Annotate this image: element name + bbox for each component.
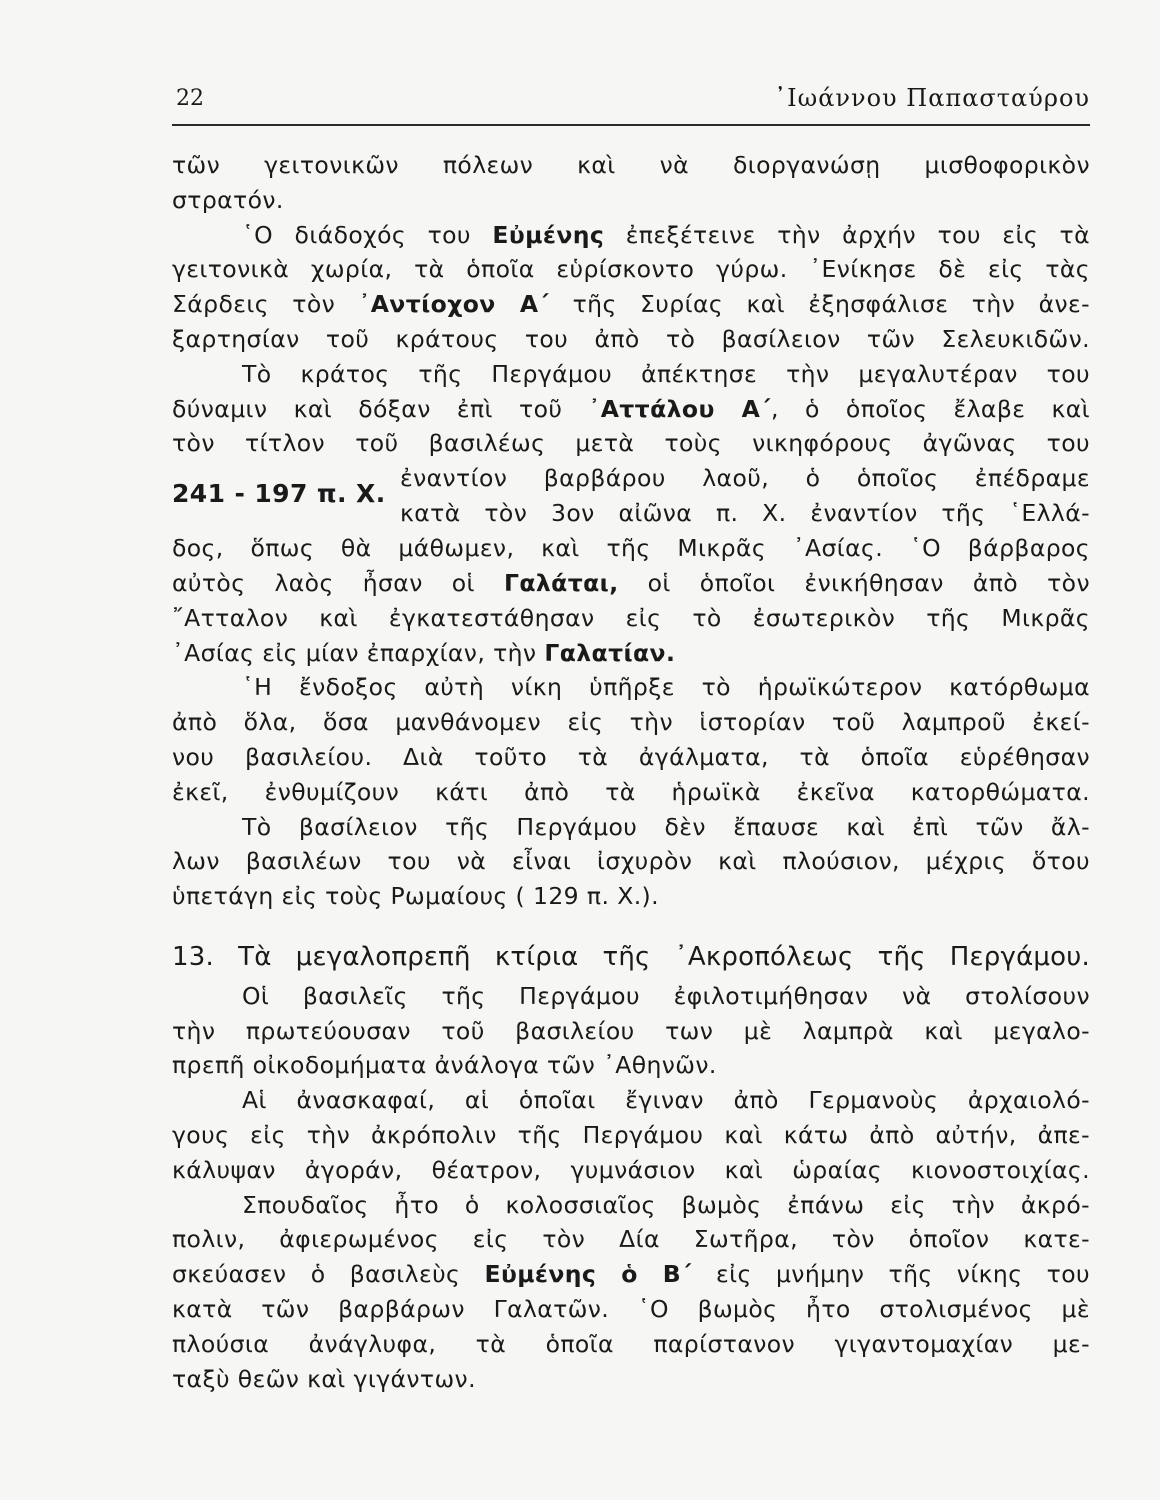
text-line: ἀπὸ ὅλα, ὅσα μανθάνομεν εἰς τὴν ἱστορίαν τοῦ λαμπροῦ ἐκεί- [172,708,1090,737]
running-head: ᾿Ιωάννου Παπασταύρου [774,84,1090,112]
name-eumenes-ii: Εὐμένης ὁ Β΄ [484,1260,692,1289]
paragraph-5 [172,810,1090,914]
text-run: Σάρδεις τὸν [172,290,359,319]
text-line: νου βασιλείου. Διὰ τοῦτο τὰ ἀγάλματα, τὰ ὁποῖα εὑρέθησαν [172,742,1090,771]
text-line: Τὸ βασίλειον τῆς Περγάμου δὲν ἔπαυσε καὶ ἐπὶ τῶν ἄλ- [242,812,1090,841]
text-line: πρεπῆ οἰκοδομήματα ἀνάλογα τῶν ᾿Αθηνῶν. [172,1051,717,1080]
text-line [172,566,1090,601]
text-line: γειτονικὰ χωρία, τὰ ὁποῖα εὑρίσκοντο γύρω. ᾿Ενίκησε δὲ εἰς τὰς [172,255,1090,284]
name-antiochus: ᾿Αντίοχον Α΄ [358,290,550,319]
text-line: ξαρτησίαν τοῦ κράτους του ἀπὸ τὸ βασίλειον τῶν Σελευκιδῶν. [172,324,1090,353]
page-header [172,84,1090,126]
text-run: ἐπεξέτεινε τὴν ἀρχήν του εἰς τὰ [604,220,1090,249]
text-line [172,636,1090,671]
text-line: Αἱ ἀνασκαφαί, αἱ ὁποῖαι ἔγιναν ἀπὸ Γερμανοὺς ἀρχαιολό- [242,1086,1090,1115]
text-line [172,392,1090,427]
text-line: ἐναντίον βαρβάρου λαοῦ, ὁ ὁποῖος ἐπέδραμε [400,464,1090,493]
date-block [172,461,1090,531]
name-attalus: ᾿Αττάλου Α΄ [588,394,771,423]
body-text [172,148,1090,1396]
text-line: πολιν, ἀφιερωμένος εἰς τὸν Δία Σωτῆρα, τὸν ὁποῖον κατε- [172,1225,1090,1254]
name-galatians: Γαλάται, [503,568,619,597]
text-line: δος, ὅπως θὰ μάθωμεν, καὶ τῆς Μικρᾶς ᾿Ασίας. ῾Ο βάρβαρος [172,534,1090,563]
text-line: Σπουδαῖος ἦτο ὁ κολοσσιαῖος βωμὸς ἐπάνω εἰς τὴν ἀκρό- [242,1190,1090,1219]
text-line [172,218,1090,253]
text-line [172,1257,1090,1292]
page-number: 22 [176,86,204,111]
text-line: ἐκεῖ, ἐνθυμίζουν κάτι ἀπὸ τὰ ἡρωϊκὰ ἐκεῖνα κατορθώματα. [172,777,1090,806]
paragraph-1 [172,148,1090,218]
date-label: 241 - 197 π. Χ. [172,479,386,509]
text-line: κατὰ τῶν βαρβάρων Γαλατῶν. ῾Ο βωμὸς ἦτο στολισμένος μὲ [172,1294,1090,1323]
text-run: ᾿Ασίας εἰς μίαν ἐπαρχίαν, τὴν [172,638,545,667]
paragraph-7 [172,1083,1090,1187]
text-line: Τὸ κράτος τῆς Περγάμου ἀπέκτησε τὴν μεγαλυτέραν του [242,359,1090,388]
text-line: τῶν γειτονικῶν πόλεων καὶ νὰ διοργανώσῃ μισθοφορικὸν [172,151,1090,179]
text-line: γους εἰς τὴν ἀκρόπολιν τῆς Περγάμου καὶ κάτω ἀπὸ αὐτήν, ἀπε- [172,1120,1090,1149]
name-eumenes: Εὐμένης [492,220,605,249]
text-line: κάλυψαν ἀγοράν, θέατρον, γυμνάσιον καὶ ὡραίας κιονοστοιχίας. [172,1155,1090,1184]
paragraph-4 [172,670,1090,809]
text-run: αὐτὸς λαὸς ἦσαν οἱ [172,568,504,597]
paragraph-6 [172,979,1090,1083]
text-run: τῆς Συρίας καὶ ἐξησφάλισε τὴν ἀνε- [549,290,1090,319]
paragraph-2 [172,218,1090,357]
text-line: στρατόν. [172,185,284,214]
text-run: ῾Ο διάδοχός του [242,220,493,249]
text-line: κατὰ τὸν 3ον αἰῶνα π. Χ. ἐναντίον τῆς ῾Ελλά- [400,498,1090,527]
text-run: σκεύασεν ὁ βασιλεὺς [172,1260,485,1289]
text-line: ὑπετάγη εἰς τοὺς Ρωμαίους ( 129 π. Χ.). [172,882,659,911]
text-line: ταξὺ θεῶν καὶ γιγάντων. [172,1364,476,1393]
section-heading: 13. Τὰ μεγαλοπρεπῆ κτίρια τῆς ᾿Ακροπόλεως τῆς Περγάμου. [172,941,1090,972]
text-line: ῾Η ἔνδοξος αὐτὴ νίκη ὑπῆρξε τὸ ἡρωϊκώτερον κατόρθωμα [242,673,1090,702]
text-line [172,287,1090,322]
text-run: δύναμιν καὶ δόξαν ἐπὶ τοῦ [172,394,589,423]
name-galatia: Γαλατίαν. [544,638,676,667]
text-line: πλούσια ἀνάγλυφα, τὰ ὁποῖα παρίστανον γιγαντομαχίαν με- [172,1329,1090,1358]
text-line: τὴν πρωτεύουσαν τοῦ βασιλείου των μὲ λαμπρὰ καὶ μεγαλο- [172,1016,1090,1045]
text-line: τὸν τίτλον τοῦ βασιλέως μετὰ τοὺς νικηφόρους ἀγῶνας του [172,429,1090,458]
text-line: Οἱ βασιλεῖς τῆς Περγάμου ἐφιλοτιμήθησαν νὰ στολίσουν [242,981,1090,1010]
text-line: λων βασιλέων του νὰ εἶναι ἰσχυρὸν καὶ πλούσιον, μέχρις ὅτου [172,847,1090,876]
paragraph-3 [172,357,1090,671]
text-run: εἰς μνήμην τῆς νίκης του [691,1260,1090,1289]
text-run: , ὁ ὁποῖος ἔλαβε καὶ [770,394,1090,423]
text-line: ῎Ατταλον καὶ ἐγκατεστάθησαν εἰς τὸ ἐσωτερικὸν τῆς Μικρᾶς [172,603,1090,632]
date-side-text [400,461,1090,531]
text-run: οἱ ὁποῖοι ἐνικήθησαν ἀπὸ τὸν [618,568,1090,597]
paragraph-8 [172,1188,1090,1397]
